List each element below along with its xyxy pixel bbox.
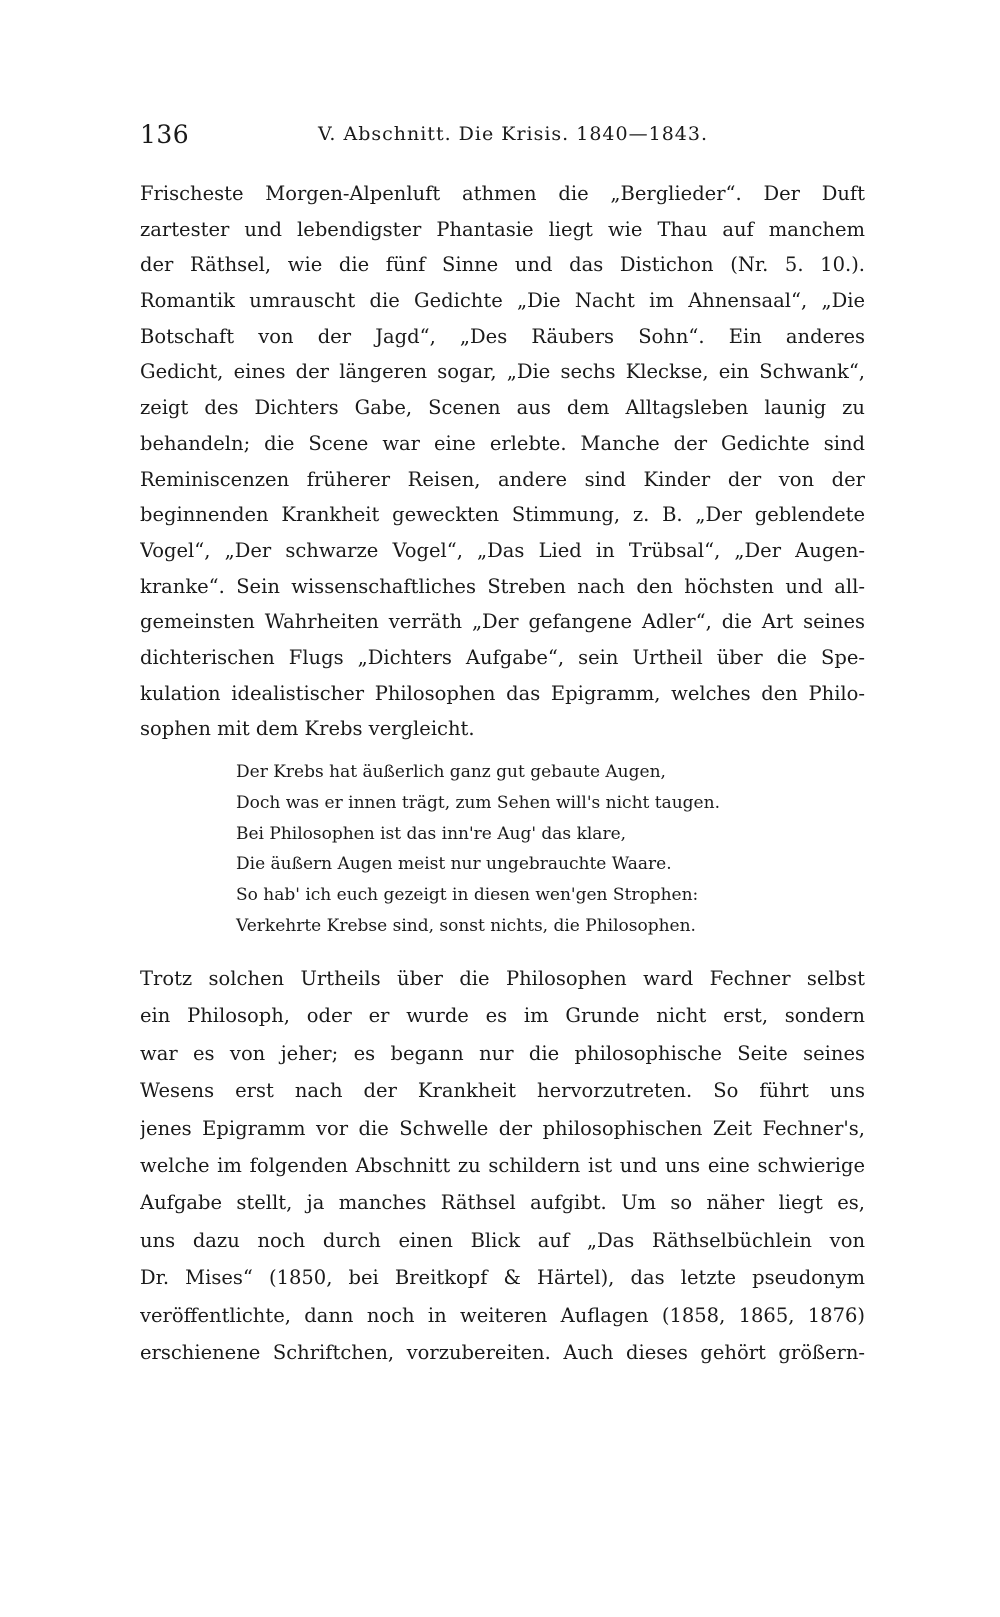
poem-verse: Bei Philosophen ist das inn're Aug' das klare, — [236, 823, 627, 844]
text-line: Wesens erst nach der Krankheit hervorzutreten. So führt uns — [140, 1079, 865, 1103]
poem-verse: Doch was er innen trägt, zum Sehen will's nicht taugen. — [236, 792, 720, 813]
poem-verse: Verkehrte Krebse sind, sonst nichts, die Philosophen. — [236, 915, 696, 936]
text-line: kranke“. Sein wissenschaftliches Streben nach den höchsten und all- — [140, 574, 865, 598]
text-line: beginnenden Krankheit geweckten Stimmung, z. B. „Der geblendete — [140, 503, 865, 527]
text-line: Vogel“, „Der schwarze Vogel“, „Das Lied in Trübsal“, „Der Augen- — [140, 538, 865, 562]
text-line: gemeinsten Wahrheiten verräth „Der gefangene Adler“, die Art seines — [140, 610, 865, 634]
text-line: ein Philosoph, oder er wurde es im Grunde nicht erst, sondern — [140, 1004, 865, 1028]
page-header — [140, 120, 860, 154]
poem-verse: Die äußern Augen meist nur ungebrauchte Waare. — [236, 854, 672, 875]
text-line: Trotz solchen Urtheils über die Philosophen ward Fechner selbst — [140, 967, 865, 990]
text-line: erschienene Schriftchen, vorzubereiten. Auch dieses gehört größern- — [140, 1340, 865, 1364]
text-line: Gedicht, eines der längeren sogar, „Die sechs Kleckse, ein Schwank“, — [140, 360, 865, 384]
text-line: war es von jeher; es begann nur die philosophische Seite seines — [140, 1041, 865, 1065]
text-line: dichterischen Flugs „Dichters Aufgabe“, sein Urtheil über die Spe- — [140, 645, 865, 669]
text-line: welche im folgenden Abschnitt zu schildern ist und uns eine schwierige — [140, 1153, 865, 1177]
text-line: Romantik umrauscht die Gedichte „Die Nacht im Ahnensaal“, „Die — [140, 289, 865, 313]
text-line: Reminiscenzen früherer Reisen, andere sind Kinder der von der — [140, 467, 865, 491]
text-line: Aufgabe stellt, ja manches Räthsel aufgibt. Um so näher liegt es, — [140, 1191, 865, 1215]
page-number: 136 — [140, 120, 190, 149]
text-line: jenes Epigramm vor die Schwelle der philosophischen Zeit Fechner's, — [140, 1116, 865, 1140]
paragraph-1 — [140, 176, 865, 747]
text-line: uns dazu noch durch einen Blick auf „Das Räthselbüchlein von — [140, 1228, 865, 1252]
text-line: zeigt des Dichters Gabe, Scenen aus dem Alltagsleben launig zu — [140, 396, 865, 420]
text-line: Botschaft von der Jagd“, „Des Räubers Sohn“. Ein anderes — [140, 324, 865, 348]
running-head: V. Abschnitt. Die Krisis. 1840—1843. — [318, 123, 709, 145]
text-line: sophen mit dem Krebs vergleicht. — [140, 717, 475, 741]
text-line: zartester und lebendigster Phantasie liegt wie Thau auf manchem — [140, 217, 865, 241]
text-line: veröffentlichte, dann noch in weiteren Auflagen (1858, 1865, 1876) — [140, 1303, 865, 1327]
text-line: der Räthsel, wie die fünf Sinne und das Distichon (Nr. 5. 10.). — [140, 253, 865, 277]
poem-verse: So hab' ich euch gezeigt in diesen wen'gen Strophen: — [236, 885, 699, 906]
paragraph-2 — [140, 960, 865, 1371]
text-line: Frischeste Morgen-Alpenluft athmen die „Berglieder“. Der Duft — [140, 182, 865, 205]
text-line: Dr. Mises“ (1850, bei Breitkopf & Härtel), das letzte pseudonym — [140, 1266, 865, 1290]
poem-verse: Der Krebs hat äußerlich ganz gut gebaute Augen, — [236, 762, 666, 782]
text-line: kulation idealistischer Philosophen das Epigramm, welches den Philo- — [140, 681, 865, 705]
text-line: behandeln; die Scene war eine erlebte. Manche der Gedichte sind — [140, 431, 865, 455]
epigram-poem — [236, 757, 856, 942]
